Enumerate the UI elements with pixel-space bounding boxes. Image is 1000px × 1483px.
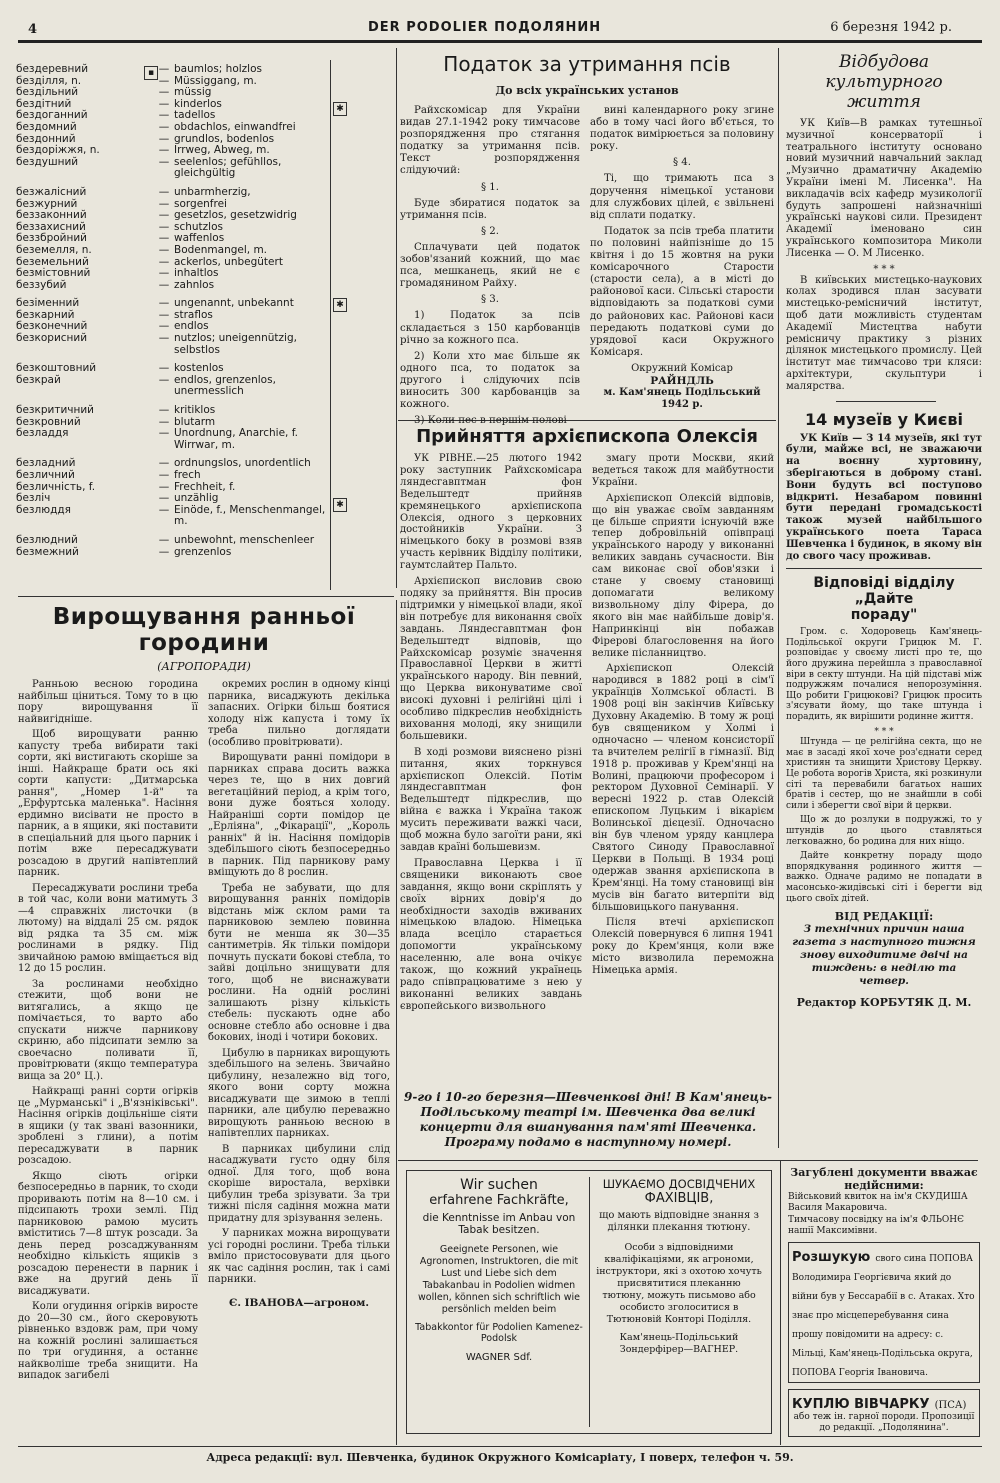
ad-ua-line-2: ФАХІВЦІВ, — [644, 1191, 714, 1206]
glossary-translation: unbarmherzig, — [174, 185, 251, 198]
tobacco-ad — [406, 1170, 772, 1434]
tax-paragraph: Сплачувати цей податок зобов'язаний кожний, що має пса, мешканець, який не є громадянином Райху. — [400, 241, 580, 290]
glossary-term: безкорисний — [16, 332, 88, 345]
column-rule — [780, 1160, 781, 1445]
glossary-row — [16, 268, 336, 280]
glossary-term: безлюддя — [16, 503, 71, 516]
column-rule — [396, 600, 397, 1445]
archbishop-paragraph: Після втечі архієпископ Олексій повернувся 6 липня 1941 року до Крем'янця, коли вже місто визволила переможна Німецька армія. — [592, 917, 774, 977]
ad-german — [415, 1177, 583, 1363]
archbishop-paragraph: В ході розмови вияснено різні питання, яких торкнувся архієпископ Олексій. Потім ляндесгавптман фон Ведельштедт підкреслив, що війна є важка і Україна також мусить переживати важкі часи, щоб можна було загоїти рани, які завдав країні большевизм. — [400, 746, 582, 853]
tax-col-2 — [590, 105, 774, 431]
vegetables-paragraph: Пересаджувати рослини треба в той час, коли вони матимуть 3—4 справжніх листочки (в лютому) на віддалі 25 см. рядок від рядка та 35 см. між рослинами в рядку. Під звичайною рамою вміщається від 12 до 15 рослин. — [18, 882, 198, 974]
glossary-term: безличність, f. — [16, 480, 96, 493]
editor-note-title: ВІД РЕДАКЦІЇ: — [834, 910, 934, 924]
glossary-translation: Frechheit, f. — [174, 480, 236, 493]
search-word: Розшукую — [792, 1250, 871, 1265]
vegetables-signature: Є. ІВАНОВА—агроном. — [228, 1296, 370, 1309]
glossary-term: безладдя — [16, 427, 69, 440]
glossary-dash: — — [158, 185, 170, 198]
glossary-dash: — — [158, 469, 170, 481]
glossary-translation: straflos — [174, 308, 213, 321]
glossary-term: бездушний — [16, 155, 79, 168]
small-notices — [788, 1166, 980, 1437]
glossary-row — [16, 245, 336, 257]
culture-paragraph: В київських мистецько-наукових колах зродився план засувати мистецько-ремісничий інститут, щоб дати можливість студентам Академії Мистецтва набути ремісничу практику з різних ділянок мистецького промислу. Цей інститут має тимчасово три кляси: архітектури, скульптури і малярства. — [786, 274, 982, 392]
search-notice — [788, 1242, 980, 1383]
glossary-translation: obdachlos, einwandfrei — [174, 120, 296, 133]
vegetables-paragraph: Найкращі ранні сорти огірків це „Мурманські" і „В'язніківські". Насіння огірків доцільніше сіяти в ящики (у так звані вазонники, зроблені з глини), а потім пересаджувати в парник розсадою. — [18, 1086, 198, 1166]
archbishop-paragraph: Православна Церква і її священики виконають свое завдання, якщо вони скріплять у своїх вірних довір'я до необхідности заходів вживаних німецькою владою. Німецька влада всеціло старається допомогти українському населенню, але вона очікує також, що кожний українець радо співпрацюватиме з нею у виконанні великих завдань європейського визвольного — [400, 857, 582, 1012]
glossary-dash: — — [158, 132, 170, 145]
advice-paragraph: Що ж до розлуки в подружжі, то у штундів до цього ставляться легковажно, бо родина для них ніщо. — [786, 815, 982, 847]
vegetables-title: Вирощування ранньої городини — [52, 604, 356, 656]
glossary-term: безкритичний — [16, 404, 95, 417]
advice-paragraph: Гром. с. Ходоровець Кам'янець-Подільської округи Грицюк М. Г. розповідає у своєму листі про те, що його дружина перейшла з православної віри в секту штунди. На цій підставі між подружжям почалися непорозуміння. Що робити Грицюкові? Грицюк просить з'ясувати йому, що таке штунда і порадить, як вирішити родинне життя. — [786, 627, 982, 723]
glossary-dash: — — [158, 545, 170, 558]
tax-article — [400, 52, 774, 431]
tax-paragraph: вині календарного року згине або в тому часі його вб'ється, то податок вимірюється за половину року. — [590, 105, 774, 153]
section-rule — [398, 1160, 978, 1161]
vegetables-paragraph: В парниках цибулини слід насаджувати густо одну біля одної. Для того, щоб вона скоріше виростала, верхівки цибулин треба зрізувати. За три тижні після садіння можна мати придатну для зрізування зелень. — [208, 1143, 390, 1224]
culture-article — [786, 52, 982, 1009]
glossary-dash: — — [158, 415, 170, 428]
tax-subtitle: До всіх українських установ — [495, 84, 679, 97]
glossary-dash: — — [158, 457, 170, 470]
vegetables-paragraph: Ранньою весною городина найбільш ціниться. Тому то в цю пору вирощування її найвигідніше. — [18, 679, 198, 725]
glossary-dash: — — [158, 362, 170, 375]
glossary-term: бездільний — [16, 86, 79, 99]
glossary-translation: grenzenlos — [174, 545, 232, 558]
glossary-row — [16, 333, 336, 356]
sheepdog-extra: (ПСА) — [934, 1400, 967, 1411]
glossary-dash: — — [158, 533, 170, 546]
vegetables-paragraph: Треба не забувати, що для вирощування ранніх помідорів відстань між склом рами та парниковою землею повинна бути не менша як 30—35 сантиметрів. Як тільки помідори почнуть пускати бокові стебла, то зайві доцільно знищувати для того, щоб не виснажувати рослини. На одній рослині залишають різну кількість стебель: пускають одне або основне стебло або основне і два бокових, іноді і чотири бокових. — [208, 882, 390, 1043]
glossary-translation: kostenlos — [174, 362, 224, 375]
ad-divider — [589, 1177, 590, 1427]
glossary-dash: — — [158, 308, 170, 321]
tax-paragraph: § 3. — [480, 294, 500, 306]
glossary-dash: — — [158, 155, 170, 168]
glossary-translation: frech — [174, 469, 201, 481]
tax-paragraph: § 4. — [672, 157, 692, 169]
glossary-term: безжалісний — [16, 185, 87, 198]
glossary-dash: — — [158, 209, 170, 222]
glossary-term: безкоштовний — [16, 362, 97, 375]
glossary-row — [16, 505, 336, 528]
tax-signature-year: 1942 р. — [661, 399, 703, 411]
glossary-translation: Müssiggang, m. — [174, 74, 257, 87]
glossary-dash: — — [158, 243, 170, 256]
glossary-term: бездітний — [16, 97, 72, 110]
glossary-term: безкарний — [16, 308, 75, 321]
glossary-dash: — — [158, 320, 170, 333]
ad-de-org: Tabakkontor für Podolien Kamenez-Podolsk — [415, 1322, 583, 1344]
tax-paragraph: Буде збиратися податок за утримання псів. — [400, 197, 580, 221]
glossary-dash: — — [158, 427, 170, 440]
tax-paragraph: 2) Коли хто має більше як одного пса, то податок за другого і слідуючих псів виносить 300 карбованців за кожного. — [400, 350, 580, 411]
glossary-translation: schutzlos — [174, 220, 223, 233]
glossary-translation: ackerlos, unbegütert — [174, 255, 283, 268]
tax-paragraph: § 1. — [480, 181, 500, 193]
sheepdog-word: КУПЛЮ ВІВЧАРКУ — [792, 1397, 930, 1412]
glossary-row — [16, 405, 336, 417]
archbishop-title: Прийняття архієпископа Олексія — [416, 426, 758, 447]
ornament-icon: ✱ — [333, 498, 347, 512]
glossary-term: бездомний — [16, 120, 77, 133]
glossary-term: безжурний — [16, 197, 78, 210]
culture-paragraph: УК Київ—В рамках тутешньої музичної консерваторії і театрального інституту основано новий музичний навчальний заклад „Музично драматичну Академію України імені М. Лисенка". На викладачів всіх кафедр музикології будуть запрошені найзначніші українські наукові сили. Президент Академії іменовано син українського композитора Миколи Лисенка — О. М Лисенко. — [786, 118, 982, 259]
glossary-translation: Unordnung, Anarchie, f. Wirrwar, m. — [174, 427, 298, 451]
page-number: 4 — [28, 22, 38, 37]
glossary-dash: — — [158, 86, 170, 99]
ad-de-line-3: die Kenntnisse im Anbau von Tabak besitzen. — [422, 1212, 576, 1236]
glossary-translation: Einöde, f., Menschenmangel, m. — [174, 503, 326, 528]
glossary — [16, 64, 336, 558]
tax-paragraph: Ті, що тримають пса з доручення німецької установи для службових цілей, є звільнені від сплати податку. — [590, 173, 774, 221]
glossary-term: бездоріжжя, n. — [16, 144, 100, 157]
glossary-translation: nutzlos; uneigennützig, selbstlos — [174, 332, 297, 356]
issue-date: 6 березня 1942 р. — [830, 20, 952, 35]
tax-col-1 — [400, 105, 580, 431]
tax-paragraph: § 2. — [480, 225, 500, 237]
glossary-row — [16, 64, 336, 76]
ad-ua-sign: Кам'янець-Подільський Зондерфірер—ВАГНЕР. — [619, 1332, 739, 1355]
vegetables-article — [18, 604, 390, 1386]
glossary-row — [16, 122, 336, 134]
tax-signature-place: м. Кам'янець Подільський — [603, 387, 761, 399]
glossary-row — [16, 187, 336, 199]
page-header — [18, 18, 982, 43]
museums-title: 14 музеїв у Києві — [804, 409, 964, 429]
ad-de-body: Geeignete Personen, wie Agronomen, Instruktoren, die mit Lust und Liebe sich dem Tabakanbau in Podolien widmen wollen, können sich schriftlich wie persönlich melden beim — [418, 1244, 580, 1315]
glossary-dash: — — [158, 480, 170, 493]
advice-title-2: пораду" — [850, 607, 918, 624]
column-rule — [778, 48, 779, 1148]
tax-paragraph: 3) Коли пес в першім полові — [414, 415, 567, 427]
glossary-translation: inhaltlos — [174, 267, 219, 280]
glossary-dash: — — [158, 63, 170, 75]
vegetables-subtitle: (АГРОПОРАДИ) — [157, 660, 251, 673]
vegetables-paragraph: Вирощувати ранні помідори в парниках справа досить важка через те, що в них довгий вегетаційний період, а крім того, вони дуже бояться холоду. Найраніші сорти помідор це „Ерліяна", „Фікарації", „Король ранніх" й ін. Насіння помідорів здебільшого сіють безпосередньо в парник. Під парникову раму вміщують до 8 рослин. — [208, 752, 390, 878]
vegetables-paragraph: Щоб вирощувати ранню капусту треба вибирати такі сорти, які вистигають скоріше за інші. Найкраще брати ось які сорти капусти: „Дитмарська рання", „Номер 1-й" та „Ерфуртська маленька". Насіння ердимно висівати не просто в парник, а в ящики, які поставити в спеціальний для цього парник і потім вже пересаджувати розсадою в другий напівтеплий парник. — [18, 729, 198, 878]
glossary-translation: sorgenfrei — [174, 197, 227, 210]
tax-paragraph: 1) Податок за псів складається з 150 карбованців річно за кожного пса. — [400, 310, 580, 346]
glossary-row — [16, 145, 336, 157]
glossary-term: безліч — [16, 492, 51, 505]
vegetables-paragraph: Коли огудиння огірків виросте до 20—30 см., його скеровують рівненько вздовж рам, при чому на кожній рослині залишається по три огудиння, а останнє найкволіше треба знищити. На випадок загибелі — [18, 1301, 198, 1381]
advice-title-1: Відповіді відділу „Дайте — [813, 575, 955, 608]
glossary-term: бездонний — [16, 132, 76, 145]
editor-signature: Редактор КОРБУТЯК Д. М. — [796, 996, 972, 1010]
lost-item: Військовий квиток на ім'я СКУДИША Василя Макаровича. — [788, 1192, 968, 1213]
ad-ua-line-1: ШУКАЄМО ДОСВІДЧЕНИХ — [602, 1177, 756, 1191]
glossary-term: безлюдний — [16, 533, 78, 546]
glossary-term: безкрай — [16, 373, 61, 386]
vegetables-col-2 — [208, 679, 390, 1386]
glossary-term: беззахисний — [16, 220, 86, 233]
glossary-translation: seelenlos; gefühllos, gleichgültig — [174, 155, 282, 180]
editor-note-text: З технічних причин наша газета з наступного тижня знову виходитиме двічі на тиждень: в неділю та четвер. — [792, 923, 976, 988]
glossary-term: бездеревний — [16, 63, 89, 75]
glossary-row — [16, 210, 336, 222]
glossary-translation: unbewohnt, menschenleer — [174, 533, 315, 546]
glossary-row — [16, 535, 336, 547]
archbishop-paragraph: Архієпископ Олексій відповів, що він уважає своїм завданням це більше сприяти існуючій вже тепер добровільній опівпраці українського народу у виконанні великих завдань сучасности. Він сам виконає свої обов'язки і стане у своєму становищі допомагати великому визвольному ділу Фірера, до якого він має найбільше довір'я. Напринкінці він побажав Фірерові благословення на його велике післанництво. — [592, 492, 774, 659]
glossary-dash: — — [158, 332, 170, 345]
glossary-term: безділля, n. — [16, 74, 82, 87]
glossary-dash: — — [158, 373, 170, 386]
archbishop-col-2 — [592, 453, 774, 1017]
glossary-dash: — — [158, 267, 170, 280]
tax-signature-name: РАЙНДЛЬ — [650, 374, 714, 387]
footer-address: Адреса редакції: вул. Шевченка, будинок Окружного Комісаріату, І поверх, телефон ч. 59. — [206, 1451, 794, 1464]
tax-paragraph: Райхскомісар для України видав 27.1-1942 року тимчасове розпорядження про стягання податку за утримання псів. Текст розпорядження слідуючий: — [400, 105, 580, 177]
archbishop-paragraph: УК РІВНЕ.—25 лютого 1942 року заступник Райхскомісара ляндесгавптман фон Ведельштедт прийняв кремянецького архієпископа Олексія, одного з церковних достойників України. З німецького боку в розмові взяв участь керівник Відділу політики, гаумтслайтер Пальто. — [400, 453, 582, 572]
column-rule — [396, 48, 397, 588]
vegetables-paragraph: У парниках можна вирощувати усі городні рослини. Треба тільки вміло пристосовувати для цього як час садіння рослин, так і самі парники. — [208, 1228, 390, 1285]
vegetables-col-1 — [18, 679, 198, 1386]
glossary-term: беззбройний — [16, 232, 88, 245]
glossary-translation: baumlos; holzlos — [174, 63, 262, 75]
glossary-term: безмістовний — [16, 267, 91, 280]
glossary-translation: endlos — [174, 320, 209, 333]
glossary-dash: — — [158, 74, 170, 87]
glossary-translation: zahnlos — [174, 278, 215, 291]
vegetables-paragraph: За рослинами необхідно стежити, щоб вони не витягались, а якщо це помічається, то варто або спускати нижче парникову скриню, або підсипати землю за своечасно поливати її, провітрювати (якщо температура вища за 20° Ц.). — [18, 978, 198, 1082]
lost-item: Тимчасову посвідку на ім'я ФЛЬОНЄ нашії Максимівни. — [788, 1215, 965, 1236]
ad-ukrainian — [595, 1177, 763, 1356]
glossary-dash: — — [158, 278, 170, 291]
advice-paragraph: Штунда — це релігійна секта, що не має в засаді якої хоче роз'єднати серед християн та знищити Христову Церкву. Це робота ворогів Христа, які розкинули сіті та перевабили багатьох наших братів і сестер, що не знайшли в собі сили і зберегти свої віри й церкви. — [786, 737, 982, 811]
short-rule — [836, 401, 936, 402]
tax-signature-role: Окружний Комісар — [631, 362, 733, 374]
glossary-translation: gesetzlos, gesetzwidrig — [174, 209, 297, 222]
vegetables-paragraph: окремих рослин в одному кінці парника, висаджують декілька запасних. Огірки більш боятися холоду ніж капуста і тому їх треба пильно доглядати (особливо провітрювати). — [208, 679, 390, 748]
section-rule — [18, 596, 394, 597]
archbishop-paragraph: змагу проти Москви, який ведеться також для майбутности України. — [592, 453, 774, 488]
glossary-term: беземелля, n. — [16, 243, 92, 256]
glossary-dash: — — [158, 197, 170, 210]
ad-ua-body: Особи з відповідними кваліфікаціями, як агрономи, інструктори, які з охотою хочуть присвятитися плеканню тютюну, можуть письмово або особисто зголоситися в Тютюновій Конторі Поділля. — [596, 1242, 762, 1325]
glossary-row — [16, 428, 336, 451]
glossary-translation: unzählig — [174, 492, 219, 505]
lost-title-2: недійсними: — [844, 1179, 924, 1192]
concert-notice: 9-го і 10-го березня—Шевченкові дні! В Кам'янець-Подільському театрі ім. Шевченка два великі концерти для вшанування пам'яті Шевченка. Програму подамо в наступному номері. — [404, 1090, 772, 1149]
glossary-dash: — — [158, 144, 170, 157]
ornament-icon: ▪ — [144, 66, 158, 80]
archbishop-paragraph: Архієпископ висловив свою подяку за прийняття. Він просив підтримки у німецької влади, якої він потребує для виконання своїх завдань. Ляндесгавптман фон Ведельштедт відповів, що Райхскомісар розуміє значення Православної Церкви в житті українського народу. Він певний, що Церква виконуватиме свої високі духовні і релігійні цілі і особливо підкреслив необхідність виховання молоді, яку знищили большевики. — [400, 576, 582, 742]
glossary-dash: — — [158, 404, 170, 417]
ad-de-line-2: erfahrene Fachkräfte, — [429, 1193, 569, 1208]
glossary-translation: endlos, grenzenlos, unermesslich — [174, 373, 276, 398]
glossary-dash: — — [158, 503, 170, 516]
separator-stars: * * * — [874, 726, 894, 737]
glossary-term: безіменний — [16, 297, 80, 310]
ad-de-sign: WAGNER Sdf. — [465, 1352, 533, 1363]
ad-ua-line-3: що мають відповідне знання з ділянки плекання тютюну. — [599, 1210, 759, 1233]
glossary-translation: kritiklos — [174, 404, 216, 417]
short-rule — [786, 568, 982, 569]
glossary-row — [16, 280, 336, 292]
glossary-dash: — — [158, 297, 170, 310]
glossary-dash: — — [158, 120, 170, 133]
glossary-term: безмежний — [16, 545, 79, 558]
sheepdog-text: або теж ін. гарної породи. Пропозиції до редакції. „Подолянина". — [793, 1412, 975, 1433]
glossary-term: безкровний — [16, 415, 81, 428]
ornament-icon: ✱ — [333, 298, 347, 312]
glossary-dash: — — [158, 232, 170, 245]
glossary-translation: kinderlos — [174, 97, 222, 110]
glossary-dash: — — [158, 255, 170, 268]
glossary-translation: ungenannt, unbekannt — [174, 297, 294, 310]
ornament-icon: ✱ — [333, 102, 347, 116]
glossary-translation: ordnungslos, unordentlich — [174, 457, 311, 470]
masthead: DER PODOLIER ПОДОЛЯНИН — [368, 20, 602, 35]
glossary-translation: grundlos, bodenlos — [174, 132, 275, 145]
glossary-row — [16, 375, 336, 398]
separator-stars: * * * — [873, 263, 895, 275]
glossary-translation: Bodenmangel, m. — [174, 243, 268, 256]
glossary-dash: — — [158, 97, 170, 110]
lost-title-1: Загублені документи вважає — [790, 1166, 978, 1179]
glossary-translation: tadellos — [174, 109, 216, 122]
glossary-term: беземельний — [16, 255, 89, 268]
ad-de-line-1: Wir suchen — [460, 1177, 538, 1193]
archbishop-article — [400, 426, 774, 1017]
glossary-row — [16, 547, 336, 559]
glossary-term: беззубий — [16, 278, 67, 291]
glossary-translation: Irrweg, Abweg, m. — [174, 144, 270, 157]
glossary-translation: blutarm — [174, 415, 216, 428]
vegetables-paragraph: Цибулю в парниках вирощують здебільшого на зелень. Звичайно цибулину, незалежно від того, якого вони сорту можна висаджувати ще зимою в теплі парники, але цибулю переважно вирощують ранньою весною в напівтеплих парниках. — [208, 1047, 390, 1139]
glossary-dash: — — [158, 220, 170, 233]
glossary-dash: — — [158, 109, 170, 122]
archbishop-paragraph: Архієпископ Олексій народився в 1882 році в сім'ї українців Холмської області. В 1908 році він закінчив Київську Духовну Академію. В тому ж році був священиком у Холмі і одночасно — членом консисторії та вчителем релігії в гімназії. Від 1918 р. проживав у Крем'янці на Волині, працюючи професором і ректором Духовної Семінарії. У вересні 1922 р. став Олексій епископом Луцьким і вікарієм Волинської дієцезії. Одночасно він був членом уряду канцлера Святого Синоду Православної Церкви в Польщі. В 1934 році одержав звання архієпископа в Крем'янці. На тому становищі він мусів він багато витерпіти від більшовицького панування. — [592, 663, 774, 913]
culture-title-2: культурного життя — [825, 72, 943, 112]
glossary-translation: müssig — [174, 86, 212, 99]
advice-paragraph: Дайте конкретну пораду щодо впорядкування родинного життя — важко. Одначе радимо не попадати в масонсько-жидівські сіті і берегти від цього своїх дітей. — [786, 851, 982, 904]
glossary-translation: waffenlos — [174, 232, 225, 245]
tax-title: Податок за утримання псів — [443, 52, 731, 76]
sheepdog-notice — [788, 1389, 980, 1437]
glossary-term: бездоганний — [16, 109, 88, 122]
glossary-term: безличний — [16, 469, 75, 481]
search-text: свого сина ПОПОВА Володимира Георгієвича який до війни був у Бессарабії в с. Атаках. Хто знає про місцеперебування сина прошу повідомити на адресу: с. Мільці, Кам'янець-Подільська округа, ПОПОВА Георгія Івановича. — [792, 1254, 975, 1378]
museums-paragraph: УК Київ — З 14 музеїв, які тут були, майже всі, не зважаючи на воєнну хуртовину, зберігаються в доброму стані. Вони будуть всі поступово відкриті. Незабаром повинні бути передані громадськості також музей найбільшого українського поета Тараса Шевченка і будинок, в якому він до свого часу проживав. — [786, 432, 982, 562]
archbishop-col-1 — [400, 453, 582, 1017]
glossary-term: беззаконний — [16, 209, 87, 222]
glossary-dash: — — [158, 492, 170, 505]
footer-rule — [18, 1446, 982, 1447]
culture-title-1: Відбудова — [839, 52, 929, 72]
vegetables-paragraph: Якщо сіють огірки безпосередньо в парник, то сходи проривають потім на 8—10 см. і підсипають трохи землі. Під парниковою рамою мусить вміститись 7—8 штук розсади. За день перед розсаджуванням необхідно кількість ящиків з розсадою перенести в парник і вже на другий день її висаджувати. — [18, 1170, 198, 1297]
glossary-row — [16, 157, 336, 180]
glossary-term: безладний — [16, 457, 76, 470]
tax-paragraph: Податок за псів треба платити по половині найпізніше до 15 квітня і до 15 жовтня на руки комісарочного Старости (старости села), а в місті до районової каси. Сільські старости відповідають за податкові суми до районових кас. Районові каси передають податкові суми до урядової каси Окружного Комісаря. — [590, 225, 774, 358]
glossary-term: безконечний — [16, 320, 88, 333]
glossary-row — [16, 470, 336, 482]
